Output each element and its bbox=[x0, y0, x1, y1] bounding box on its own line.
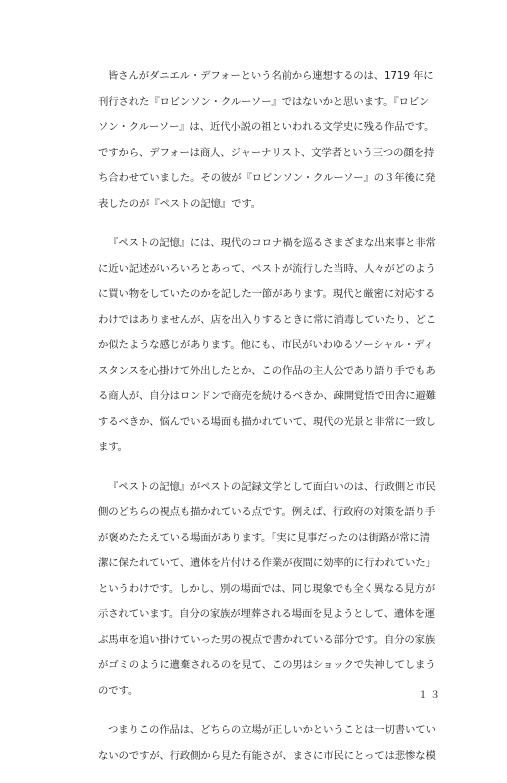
text-line: わけではありませんが、店を出入りするときに常に消毒していたり、どこ bbox=[98, 313, 436, 326]
text-line: 刊行された『ロビンソン・クルーソー』ではないかと思います。『ロビン bbox=[98, 95, 430, 108]
text-line: がゴミのように遺棄されるのを見て、この男はショックで失神してしまう bbox=[98, 659, 436, 671]
body-text bbox=[98, 64, 443, 783]
text-line: スタンスを心掛けて外出したとか、この作品の主人公であり語り手でもあ bbox=[98, 364, 436, 377]
paragraph bbox=[98, 475, 443, 705]
text-line: 皆さんがダニエル・デフォーという名前から連想するのは、1719 年に bbox=[108, 70, 434, 82]
text-line: 表したのが『ペストの記憶』です。 bbox=[98, 197, 262, 210]
page-number: １３ bbox=[418, 690, 442, 701]
text-line: に買い物をしていたのかを記した一節があります。現代と厳密に対応する bbox=[98, 288, 436, 300]
text-line: というわけです。しかし、別の場面では、同じ現象でも全く異なる見方が bbox=[98, 582, 436, 595]
text-line: のです。 bbox=[98, 684, 139, 697]
text-line: ぶ馬車を追い掛けていった男の視点で書かれている部分です。自分の家族 bbox=[98, 633, 436, 646]
text-line: る商人が、自分はロンドンで商売を続けるべきか、疎開覚悟で田舎に避難 bbox=[98, 390, 436, 402]
text-line: 潔に保たれていて、遺体を片付ける作業が夜間に効率的に行われていた」 bbox=[98, 557, 436, 569]
text-line: か似たような感じがあります。他にも、市民がいわゆるソーシャル・ディ bbox=[98, 339, 434, 351]
text-line: 『ペストの記憶』がペストの記録文学として面白いのは、行政側と市民 bbox=[108, 480, 436, 493]
text-line: が褒めたたえている場面があります。「実に見事だったのは街路が常に清 bbox=[98, 531, 430, 544]
text-line: ち合わせていました。その彼が『ロビンソン・クルーソー』の３年後に発 bbox=[98, 172, 436, 184]
text-line: つまりこの作品は、どちらの立場が正しいかということは一切書いてい bbox=[108, 724, 436, 736]
text-line: 示されています。自分の家族が埋葬される場面を見ようとして、遺体を運 bbox=[98, 608, 435, 620]
text-line: するべきか、悩んでいる場面も描かれていて、現代の光景と非常に一致し bbox=[98, 415, 436, 428]
text-line: ないのですが、行政側から見た有能さが、まさに市民にとっては悲惨な模 bbox=[98, 749, 436, 762]
text-line: ソン・クルーソー』は、近代小説の祖といわれる文学史に残る作品です。 bbox=[98, 121, 435, 133]
paragraph bbox=[98, 718, 443, 769]
text-line: 『ペストの記憶』には、現代のコロナ禍を巡るさまざまな出来事と非常 bbox=[108, 237, 436, 249]
text-line: ですから、デフォーは商人、ジャーナリスト、文学者という三つの顔を持 bbox=[98, 146, 435, 159]
paragraph bbox=[98, 231, 443, 461]
text-line: に近い記述がいろいろとあって、ペストが流行した当時、人々がどのよう bbox=[98, 262, 436, 275]
text-line: 側のどちらの視点も描かれている点です。例えば、行政府の対策を語り手 bbox=[98, 506, 436, 518]
paragraph bbox=[98, 64, 443, 217]
text-line: ます。 bbox=[98, 441, 128, 453]
